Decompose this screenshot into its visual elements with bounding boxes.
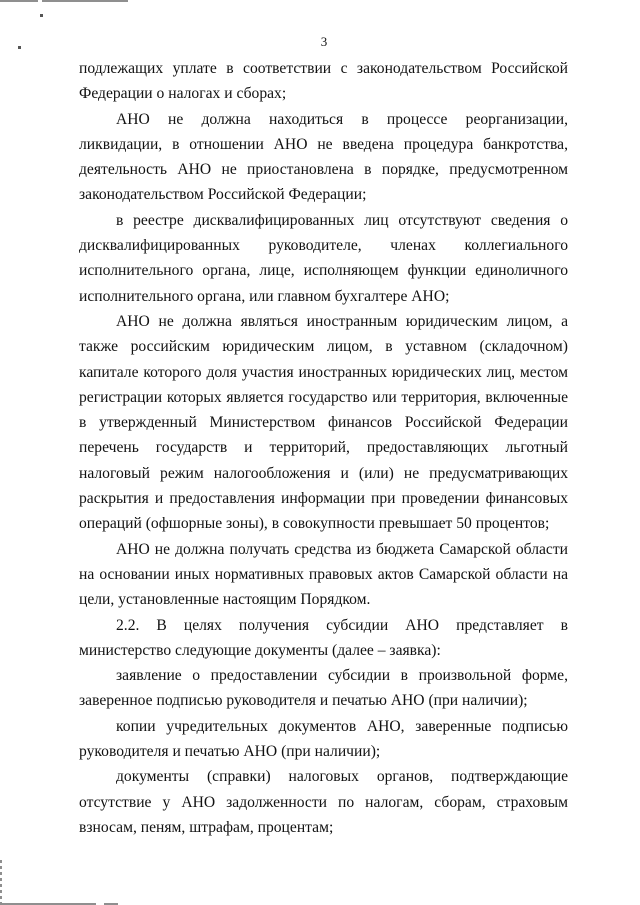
paragraph-tax-certificates: документы (справки) налоговых органов, подтверждающие отсутствие у АНО задолженности по налогам, сборам, страховым взносам, пеням, штрафам, процентам; [79, 768, 568, 836]
paragraph-section-2-2: 2.2. В целях получения субсидии АНО представляет в министерство следующие документы (далее – заявка): [79, 616, 568, 659]
paragraph-continuation: подлежащих уплате в соответствии с законодательством Российской Федерации о налогах и сборах; [79, 60, 568, 103]
paragraph-no-other-budget-funds: АНО не должна получать средства из бюджета Самарской области на основании иных нормативных правовых актов Самарской области на цели, установленные настоящим Порядком. [79, 540, 568, 609]
paragraph-disqualified-registry: в реестре дисквалифицированных лиц отсутствуют сведения о дисквалифицированных руководителе, членах коллегиального исполнительного органа, лице, исполняющем функции единоличного исполнительного органа, или главном бухгалтере АНО; [79, 211, 568, 305]
paragraph-not-in-reorganization: АНО не должна находиться в процессе реорганизации, ликвидации, в отношении АНО не введена процедура банкротства, деятельность АНО не приостановлена в порядке, предусмотренном законодательством Российской Федерации; [79, 110, 568, 204]
scan-edge-mark [0, 860, 2, 905]
paragraph-not-foreign-entity: АНО не должна являться иностранным юридическим лицом, а также российским юридическим лицом, в уставном (складочном) капитале которого доля участия иностранных юридических лиц, местом регистрации которых является государство или территория, включенные в утвержденный Министерством финансов Российской Федерации перечень государств и территорий, предоставляющих льготный налоговый режим налогообложения и (или) не предусматривающих раскрытия и предоставления информации при проведении финансовых операций (офшорные зоны), в совокупности превышает 50 процентов; [79, 312, 568, 533]
paragraph-application: заявление о предоставлении субсидии в произвольной форме, заверенное подписью руководителя и печатью АНО (при наличии); [79, 667, 568, 710]
paragraph-founding-documents: копии учредительных документов АНО, заверенные подписью руководителя и печатью АНО (при наличии); [79, 717, 568, 761]
scan-edge-mark [0, 0, 128, 2]
page-number: 3 [320, 34, 328, 49]
document-body [79, 56, 568, 840]
scan-speck [40, 14, 43, 17]
